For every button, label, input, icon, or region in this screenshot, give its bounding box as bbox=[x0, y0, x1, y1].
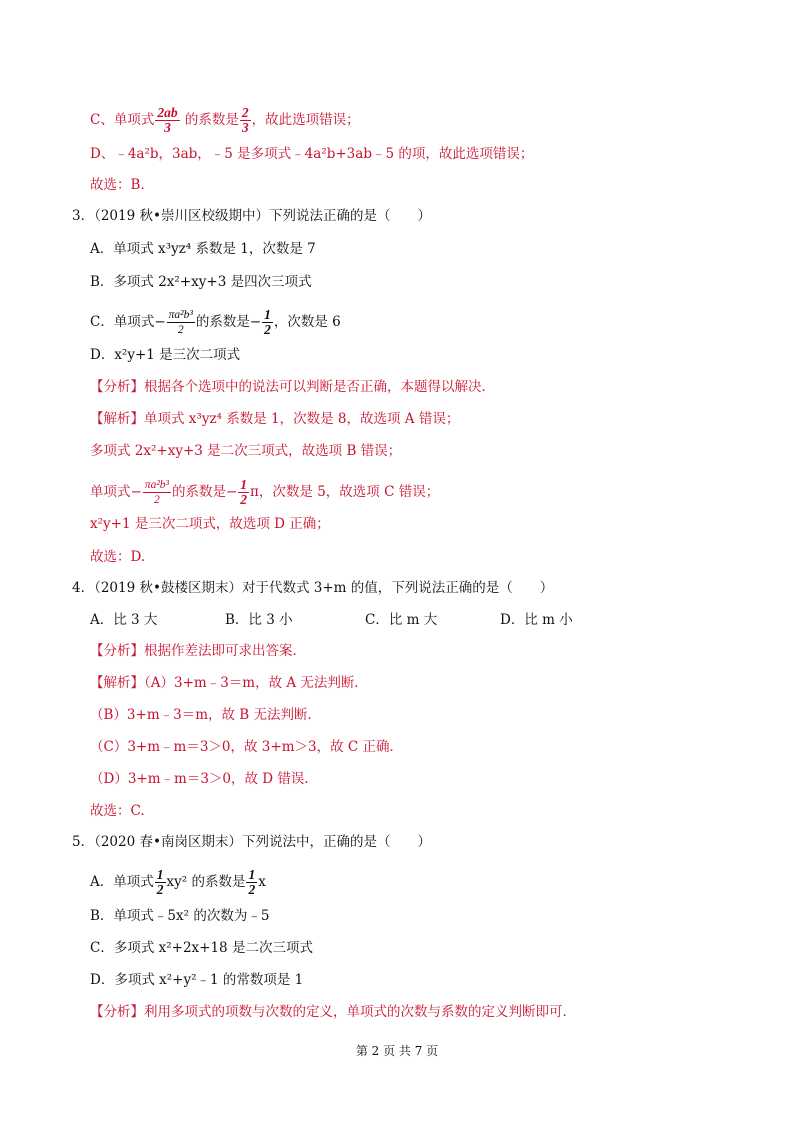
q5-a-pre: A．单项式 bbox=[90, 874, 154, 890]
q4-solution-1 bbox=[90, 673, 368, 693]
q3-solution-3 bbox=[90, 478, 439, 507]
q4-answer: 故选：C. bbox=[90, 803, 145, 819]
q4-stem: 4．（2019 秋•鼓楼区期末）对于代数式 3+m 的值，下列说法正确的是（ ） bbox=[72, 580, 554, 596]
q3-c-mid: 的系数是− bbox=[195, 314, 262, 330]
q4-option-d: D．比 m 小 bbox=[500, 612, 573, 628]
prev-c-text: C、单项式 bbox=[90, 112, 155, 128]
fraction-1-over-2 bbox=[238, 478, 249, 507]
solution-tag: 【解析】 bbox=[90, 675, 144, 691]
q5-a-post: x bbox=[258, 874, 266, 890]
q3-option-d: D．x²y+1 是三次二项式 bbox=[90, 347, 241, 363]
q3-analysis bbox=[90, 377, 495, 397]
q3-answer: 故选：D. bbox=[90, 549, 146, 565]
frac-num: 1 bbox=[240, 477, 248, 492]
q3-stem: 3．（2019 秋•崇川区校级期中）下列说法正确的是（ ） bbox=[72, 208, 431, 224]
fraction-pi-a2b3-over-2 bbox=[143, 478, 171, 507]
q3-c-pre: C．单项式− bbox=[90, 314, 166, 330]
solution-text: （A）3+m﹣3＝m，故 A 无法判断． bbox=[144, 675, 368, 691]
frac-num: 1 bbox=[156, 867, 164, 882]
q3-option-b: B．多项式 2x²+xy+3 是四次三项式 bbox=[90, 274, 312, 290]
q3-solution-2: 多项式 2x²+xy+3 是二次三项式，故选项 B 错误； bbox=[90, 443, 402, 459]
solution-tag: 【解析】 bbox=[90, 411, 144, 427]
q4-analysis bbox=[90, 641, 306, 661]
q3-option-c bbox=[90, 308, 341, 337]
fraction-1-over-2 bbox=[246, 868, 257, 897]
q3-c-post: ，次数是 6 bbox=[273, 314, 341, 330]
q3-solution-4: x²y+1 是三次二项式，故选项 D 正确； bbox=[90, 516, 330, 532]
fraction-1-over-2 bbox=[155, 868, 166, 897]
q3-sol3-pre: 单项式− bbox=[90, 484, 142, 500]
frac-num: 2ab bbox=[157, 105, 178, 120]
frac-den: 2 bbox=[248, 882, 256, 897]
q4-solution-2: （B）3+m﹣3＝m，故 B 无法判断． bbox=[90, 707, 322, 723]
prev-c-text-3: ，故此选项错误； bbox=[251, 112, 360, 128]
analysis-tag: 【分析】 bbox=[90, 1004, 144, 1020]
frac-den: 3 bbox=[164, 120, 171, 135]
frac-num: 1 bbox=[264, 307, 271, 322]
frac-den: 2 bbox=[177, 324, 184, 336]
q4-option-a: A．比 3 大 bbox=[90, 612, 158, 628]
fraction-2-over-3 bbox=[240, 106, 251, 135]
q5-analysis bbox=[90, 1002, 576, 1022]
analysis-tag: 【分析】 bbox=[90, 379, 144, 395]
q3-option-a: A．单项式 x³yz⁴ 系数是 1，次数是 7 bbox=[90, 241, 316, 257]
q5-a-mid: xy² 的系数是 bbox=[166, 874, 246, 890]
frac-num: 2 bbox=[241, 105, 249, 120]
q5-stem: 5．（2020 春•南岗区期末）下列说法中，正确的是（ ） bbox=[72, 834, 431, 850]
page-footer: 第 2 页 共 7 页 bbox=[355, 1044, 439, 1058]
frac-den: 2 bbox=[240, 492, 248, 507]
fraction-pi-a2b3-over-2 bbox=[167, 308, 195, 337]
q4-option-c: C．比 m 大 bbox=[365, 612, 438, 628]
q3-solution-1 bbox=[90, 409, 459, 429]
q4-option-b: B．比 3 小 bbox=[225, 612, 293, 628]
analysis-text: 根据作差法即可求出答案． bbox=[144, 643, 306, 659]
q5-option-a bbox=[90, 868, 266, 897]
frac-num: πa²b³ bbox=[144, 479, 169, 491]
q4-solution-4: （D）3+m﹣m＝3＞0，故 D 错误． bbox=[90, 771, 318, 787]
analysis-tag: 【分析】 bbox=[90, 643, 144, 659]
q4-solution-3: （C）3+m﹣m＝3＞0，故 3+m＞3，故 C 正确． bbox=[90, 739, 404, 755]
frac-den: 2 bbox=[264, 322, 271, 337]
prev-line-d: D、﹣4a²b，3ab，﹣5 是多项式﹣4a²b+3ab﹣5 的项，故此选项错误； bbox=[90, 146, 534, 162]
frac-den: 2 bbox=[156, 882, 164, 897]
q5-option-c: C．多项式 x²+2x+18 是二次三项式 bbox=[90, 940, 313, 956]
frac-num: πa²b³ bbox=[168, 309, 193, 321]
fraction-2ab-over-3 bbox=[155, 106, 179, 135]
q5-option-b: B．单项式﹣5x² 的次数为﹣5 bbox=[90, 908, 270, 924]
fraction-1-over-2 bbox=[262, 308, 273, 337]
analysis-text: 利用多项式的项数与次数的定义，单项式的次数与系数的定义判断即可． bbox=[144, 1004, 576, 1020]
q3-sol3-mid: 的系数是− bbox=[171, 484, 238, 500]
solution-text: 单项式 x³yz⁴ 系数是 1，次数是 8，故选项 A 错误； bbox=[144, 411, 460, 427]
analysis-text: 根据各个选项中的说法可以判断是否正确，本题得以解决． bbox=[144, 379, 495, 395]
prev-c-text-2: 的系数是 bbox=[180, 112, 239, 128]
q3-sol3-post: π，次数是 5，故选项 C 错误； bbox=[250, 484, 440, 500]
prev-line-c bbox=[90, 106, 360, 135]
q5-option-d: D．多项式 x²+y²﹣1 的常数项是 1 bbox=[90, 972, 304, 988]
frac-den: 3 bbox=[241, 120, 249, 135]
frac-num: 1 bbox=[248, 867, 256, 882]
frac-den: 2 bbox=[154, 494, 160, 506]
prev-answer: 故选：B. bbox=[90, 177, 145, 193]
